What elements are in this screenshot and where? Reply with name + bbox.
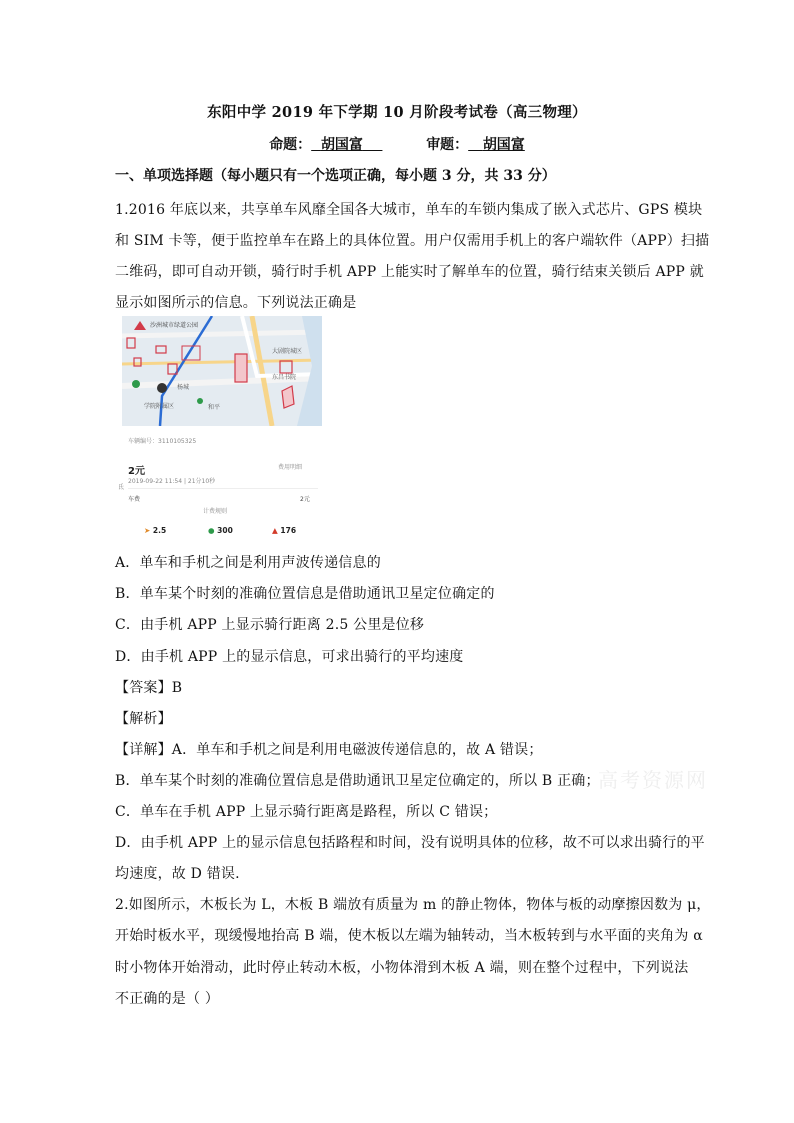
analysis-title: 【解析】 [115,711,172,727]
exam-title: 东阳中学 2019 年下学期 10 月阶段考试卷（高三物理） [207,104,587,121]
detail-line-3: C．单车在手机 APP 上显示骑行距离是路程，所以 C 错误； [115,804,498,820]
question-2-line-3: 时小物体开始滑动，此时停止转动木板，小物体滑到木板 A 端，则在整个过程中，下列说法 [115,960,689,976]
side-mark: 氐 [118,484,125,491]
bike-number: 车辆编号：3110105325 [128,438,197,445]
setter-name: 胡国富 [320,137,363,153]
map-image [122,316,322,426]
option-b: B．单车某个时刻的准确位置信息是借助通讯卫星定位确定的 [115,586,495,602]
map-label: 学院附属区 [144,403,175,410]
divider [128,488,318,489]
question-1-line-4: 显示如图所示的信息。下列说法正确是 [115,295,357,311]
setter-label: 命题： [269,137,312,153]
map-label: 大剧院城区 [272,348,303,355]
distance-stat: ➤ 2.5 [144,526,167,535]
option-d: D．由手机 APP 上的显示信息，可求出骑行的平均速度 [115,649,464,665]
question-1-line-3: 二维码，即可自动开锁，骑行时手机 APP 上能实时了解单车的位置，骑行结束关锁后 APP 就 [115,264,704,280]
detail-line-1: 【详解】A．单车和手机之间是利用电磁波传递信息的，故 A 错误； [115,742,543,758]
leaf-icon: ● [208,526,215,535]
question-1-line-1: 1.2016 年底以来，共享单车风靡全国各大城市，单车的车锁内集成了嵌入式芯片、GPS 模块 [115,202,703,218]
option-c: C．由手机 APP 上显示骑行距离 2.5 公里是位移 [115,617,425,633]
detail-line-5: 均速度，故 D 错误. [115,866,240,882]
carbon-stat: ● 300 [208,526,233,535]
option-a: A．单车和手机之间是利用声波传递信息的 [115,555,381,571]
author-line [0,134,794,154]
answer: 【答案】B [115,680,183,696]
distance-icon: ➤ [144,526,151,535]
ride-time: 2019-09-22 11:54 | 21分10秒 [128,478,216,485]
detail-line-2: B．单车某个时刻的准确位置信息是借助通讯卫星定位确定的，所以 B 正确； [115,773,600,789]
fee-label: 车费 [128,496,141,503]
ride-price: 2元 [128,466,145,477]
ride-info-card [118,426,323,544]
map-label: 和平 [208,404,221,411]
detail-line-4: D．由手机 APP 上的显示信息包括路程和时间，没有说明具体的位移，故不可以求出骑行的平 [115,835,705,851]
fee-rule-link: 计费规则 [203,508,228,515]
reviewer-label: 审题： [426,137,469,153]
watermark: 高考资源网 [598,768,708,792]
bike-app-figure [118,316,323,544]
fee-detail-link: 费用明细 [278,464,303,471]
map-label: 东昌书院 [272,374,297,381]
question-2-line-4: 不正确的是（ ） [115,991,220,1007]
question-2-line-2: 开始时板水平，现缓慢地抬高 B 端，使木板以左端为轴转动，当木板转到与水平面的夹角为 α [115,928,703,944]
map-label: 杨城 [177,384,190,391]
fee-value: 2元 [300,496,310,503]
reviewer-name: 胡国富 [482,137,525,153]
section-heading: 一、单项选择题（每小题只有一个选项正确，每小题 3 分，共 33 分） [115,168,556,184]
question-2-line-1: 2.如图所示，木板长为 L，木板 B 端放有质量为 m 的静止物体，物体与板的动摩擦因数为 μ， [115,897,711,913]
flame-icon: ▲ [272,526,278,535]
question-1-line-2: 和 SIM 卡等，便于监控单车在路上的具体位置。用户仅需用手机上的客户端软件（APP）扫描 [115,233,710,249]
calorie-stat: ▲ 176 [272,526,297,535]
map-label: 沙洲城市绿道公园 [150,322,199,329]
